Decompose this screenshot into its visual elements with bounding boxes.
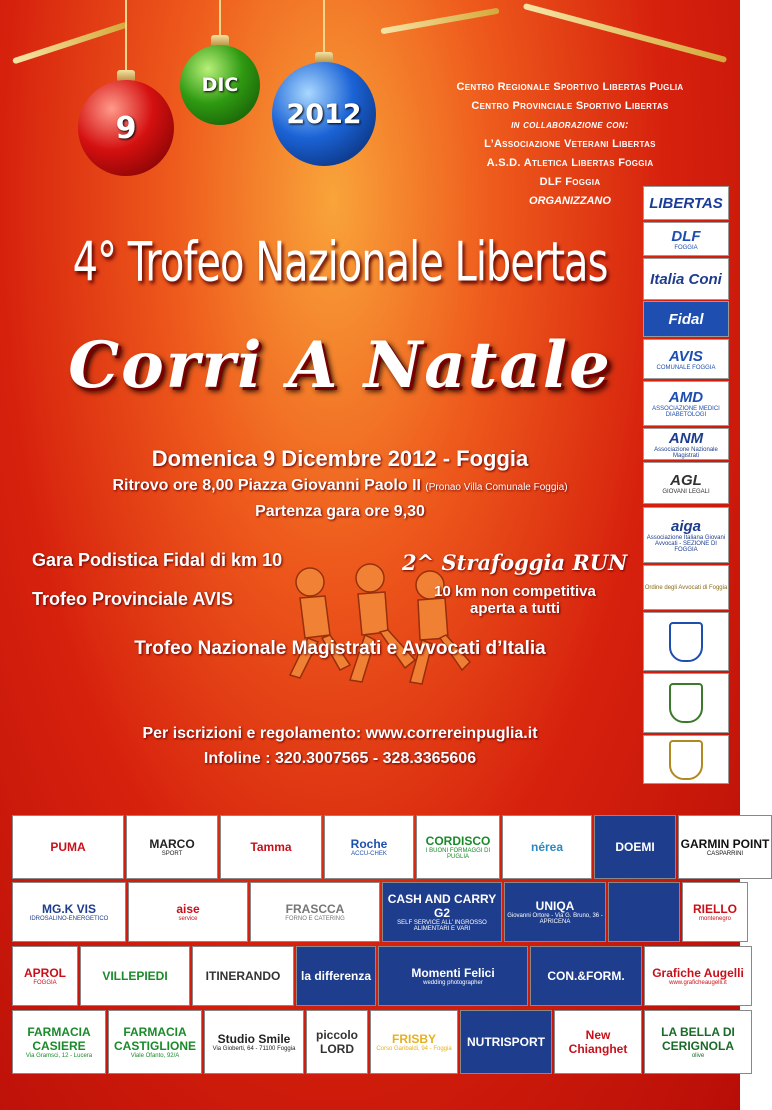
race-strafoggia: 2^ Strafoggia RUN — [402, 550, 628, 575]
sponsor-name: New Chianghet — [568, 1028, 628, 1056]
sponsor-logo — [250, 882, 380, 942]
side-logo-subtitle: GIOVANI LEGALI — [662, 488, 710, 495]
title-trofeo: 4° Trofeo Nazionale Libertas — [72, 232, 608, 295]
sponsor-logo — [12, 946, 78, 1006]
sponsor-name: ITINERANDO — [205, 969, 281, 983]
sponsor-tagline: Viale Ofanto, 92/A — [130, 1053, 180, 1059]
sponsor-logo — [204, 1010, 304, 1074]
side-logo-subtitle: Associazione Italiana Giovani Avvocati - SEZIONE DI FOGGIA — [646, 534, 726, 553]
race-gara-podistica: Gara Podistica Fidal di km 10 — [32, 550, 283, 570]
sponsor-tagline: Giovanni Ortore - Via G. Bruno, 36 - APRICENA — [507, 913, 603, 925]
sponsor-name: FARMACIA CASIERE — [27, 1025, 91, 1053]
sponsor-tagline: FORNO E CATERING — [285, 916, 345, 922]
organizer-line: Centro Provinciale Sportivo Libertas — [471, 100, 669, 112]
ribbon-left — [12, 22, 128, 65]
side-logo-title: LIBERTAS — [649, 194, 723, 212]
sponsor-logo — [460, 1010, 552, 1074]
sponsor-tagline: Via Gioberti, 64 - 71100 Foggia — [212, 1046, 296, 1052]
sponsor-logo — [416, 815, 500, 879]
sponsor-name: Tamma — [250, 840, 292, 854]
organizer-line: ORGANIZZANO — [529, 195, 611, 207]
event-partenza: Partenza gara ore 9,30 — [255, 503, 425, 520]
side-logo-title: AVIS — [669, 347, 703, 365]
sponsor-logo — [12, 1010, 106, 1074]
iscrizioni-link[interactable]: Per iscrizioni e regolamento: www.correreinpuglia.it — [142, 725, 538, 742]
sponsor-logo — [108, 1010, 202, 1074]
side-logo-title: DLF — [671, 227, 701, 245]
sponsor-name: GARMIN POINT — [680, 837, 770, 851]
sponsor-tagline: SPORT — [161, 851, 183, 857]
sponsor-name: PUMA — [50, 840, 86, 854]
sponsor-logo — [378, 946, 528, 1006]
side-logo-subtitle: Associazione Nazionale Magistrati — [654, 446, 718, 459]
side-logo-subtitle: ASSOCIAZIONE MEDICI DIABETOLOGI — [652, 406, 720, 418]
organizer-line: A.S.D. Atletica Libertas Foggia — [486, 157, 654, 169]
sponsor-logo — [554, 1010, 642, 1074]
race-non-competitiva — [395, 583, 635, 617]
non-competitiva-line: 10 km non competitiva — [434, 583, 596, 600]
side-logo — [643, 565, 729, 610]
sponsor-logo — [594, 815, 676, 879]
organizer-line: L’Associazione Veterani Libertas — [484, 138, 656, 150]
ornament-string — [323, 0, 325, 52]
ornament-month: DIC — [180, 45, 260, 125]
sponsor-name: MG.K VIS — [41, 902, 96, 916]
sponsor-tagline: wedding photographer — [423, 980, 483, 986]
ornament-string — [219, 0, 221, 35]
sponsor-logo — [644, 946, 752, 1006]
side-logo — [643, 186, 729, 220]
sponsor-name: LA BELLA DI CERIGNOLA — [661, 1025, 735, 1053]
sponsor-tagline: www.graficheaugelli.it — [669, 980, 727, 986]
crest-icon — [669, 683, 703, 723]
ritrovo-text: Ritrovo ore 8,00 Piazza Giovanni Paolo II — [112, 477, 421, 494]
infoline-phone: Infoline : 320.3007565 - 328.3365606 — [203, 750, 477, 767]
ribbon-right — [523, 3, 727, 63]
sponsor-tagline: Via Gramsci, 12 - Lucera — [25, 1053, 93, 1059]
side-logo-title: AGL — [670, 471, 702, 489]
sponsor-name: NUTRISPORT — [467, 1035, 545, 1049]
sponsor-name: Grafiche Augelli — [652, 966, 744, 980]
sponsor-logo — [192, 946, 294, 1006]
sponsor-logo — [678, 815, 772, 879]
sponsor-tagline: CASPARRINI — [706, 851, 744, 857]
sponsor-name: FRASCCA — [285, 902, 345, 916]
sponsor-logo — [12, 882, 126, 942]
sponsor-logo — [504, 882, 606, 942]
ribbon-top — [380, 8, 499, 35]
sponsor-name: piccolo LORD — [315, 1028, 358, 1056]
sponsor-name: aise — [176, 902, 200, 916]
side-logo-title: AMD — [668, 389, 704, 406]
sponsor-tagline: service — [178, 916, 198, 922]
side-logo-title: aiga — [670, 517, 701, 535]
sponsor-logo — [530, 946, 642, 1006]
aperta-line: aperta a tutti — [469, 600, 560, 617]
sponsor-name: RIELLO — [693, 902, 737, 916]
sponsor-name: Roche — [350, 837, 388, 851]
sponsor-tagline: ACCU-CHEK — [351, 851, 387, 857]
side-logo-title: ANM — [668, 429, 704, 447]
sponsor-name: UNIQA — [535, 899, 575, 913]
sponsor-name: la differenza — [300, 969, 372, 983]
event-date: Domenica 9 Dicembre 2012 - Foggia — [151, 446, 529, 471]
sponsor-logo — [608, 882, 680, 942]
side-logo-subtitle: FOGGIA — [674, 244, 698, 251]
sponsor-tagline: FOGGIA — [33, 980, 57, 986]
sponsor-tagline: Corso Garibaldi, 94 - Foggia — [376, 1046, 452, 1052]
sponsor-logo — [220, 815, 322, 879]
sponsor-logo — [644, 1010, 752, 1074]
ritrovo-note: (Pronao Villa Comunale Foggia) — [425, 482, 568, 493]
sponsor-tagline: IDROSALINO-ENERGETICO — [29, 916, 109, 922]
sponsor-tagline: montenegro — [698, 916, 732, 922]
ornament-string — [125, 0, 127, 70]
organizer-line: in collaborazione con: — [511, 119, 629, 131]
sponsor-logo — [370, 1010, 458, 1074]
sponsor-logo — [80, 946, 190, 1006]
title-corri-a-natale: Corri A Natale — [68, 328, 612, 403]
side-logo-subtitle: Ordine degli Avvocati di Foggia — [644, 584, 728, 591]
ornament-year: 2012 — [272, 62, 376, 166]
sponsor-name: FRISBY — [391, 1032, 436, 1046]
sponsor-tagline: I BUONI FORMAGGI DI PUGLIA — [425, 848, 491, 860]
sponsor-logo — [502, 815, 592, 879]
sponsor-name: MARCO — [149, 837, 195, 851]
sponsor-name: nérea — [530, 840, 564, 854]
sponsor-name: CASH AND CARRY G2 — [387, 892, 497, 920]
sponsor-name: DOEMI — [615, 840, 655, 854]
sponsor-logo — [296, 946, 376, 1006]
sponsor-name: CON.&FORM. — [547, 969, 625, 983]
sponsor-name: Studio Smile — [217, 1032, 291, 1046]
sponsor-logo — [128, 882, 248, 942]
sponsor-logo — [382, 882, 502, 942]
sponsor-name: APROL — [24, 966, 66, 980]
side-logo-title: Fidal — [668, 310, 704, 328]
sponsor-logo — [324, 815, 414, 879]
sponsor-name: CORDISCO — [425, 834, 491, 848]
sponsor-logo — [126, 815, 218, 879]
race-magistrati: Trofeo Nazionale Magistrati e Avvocati d’Italia — [134, 638, 546, 659]
sponsor-logo — [682, 882, 748, 942]
side-logo-subtitle: COMUNALE FOGGIA — [656, 364, 716, 371]
sponsor-name: FARMACIA CASTIGLIONE — [113, 1025, 196, 1053]
sponsor-name: VILLEPIEDI — [102, 969, 168, 983]
sponsor-tagline: olive — [691, 1053, 705, 1059]
organizer-line: DLF Foggia — [539, 176, 601, 188]
event-ritrovo — [0, 477, 680, 495]
sponsor-name: Momenti Felici — [411, 966, 495, 980]
organizer-line: Centro Regionale Sportivo Libertas Puglia — [456, 81, 684, 93]
ornament-day: 9 — [78, 80, 174, 176]
side-logo — [643, 673, 729, 733]
sponsor-logo — [12, 815, 124, 879]
sponsor-logo — [306, 1010, 368, 1074]
side-logo-title: Italia Coni — [650, 270, 722, 288]
race-trofeo-avis: Trofeo Provinciale AVIS — [32, 589, 234, 609]
sponsor-tagline: SELF SERVICE ALL’ INGROSSO ALIMENTARI E VARI — [397, 920, 487, 932]
runners-illustration — [270, 560, 470, 690]
